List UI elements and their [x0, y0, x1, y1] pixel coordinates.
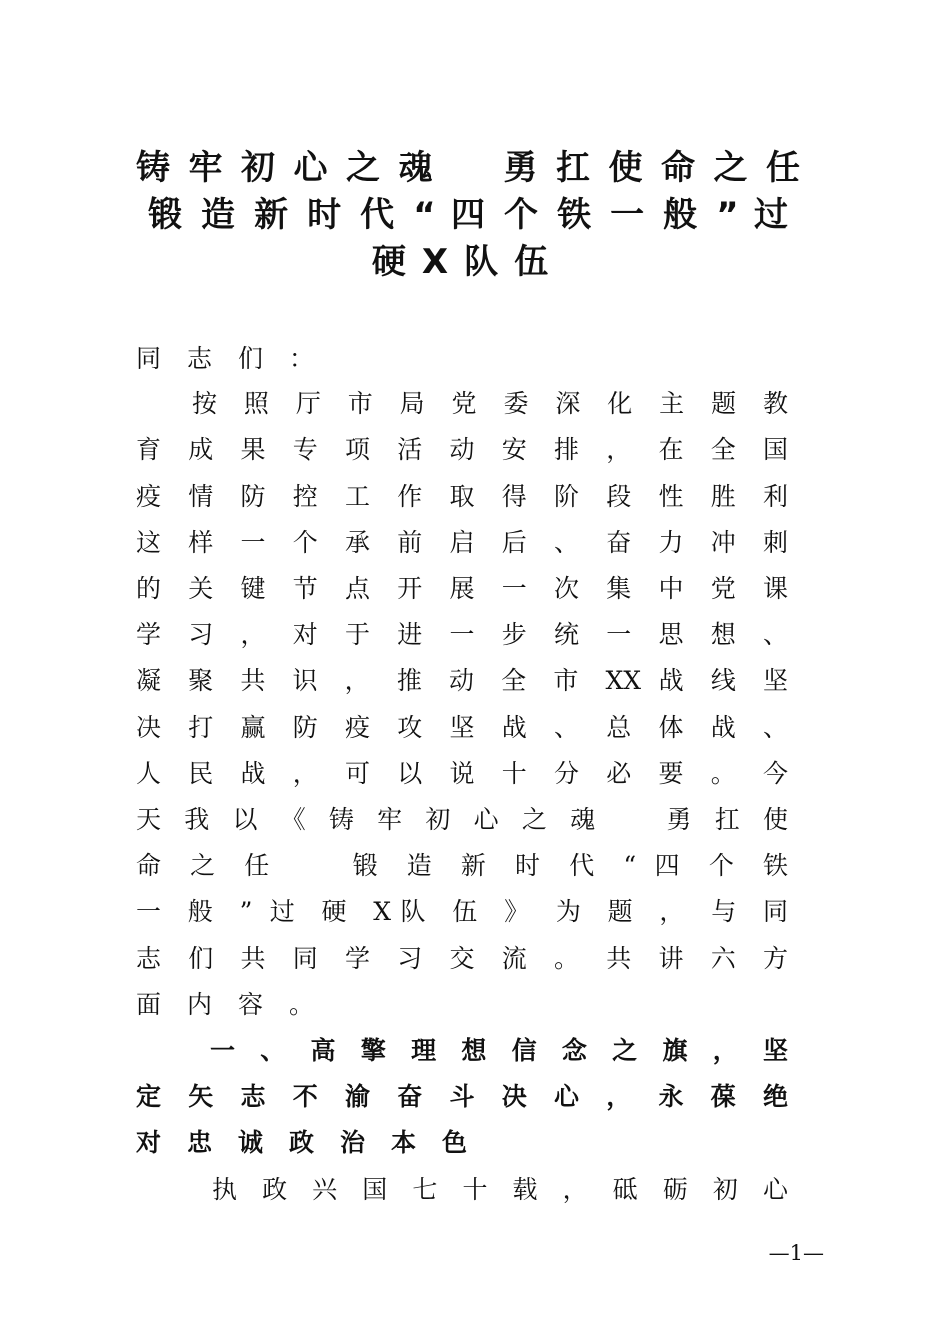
section-heading-line-2: 定 矢 志 不 渝 奋 斗 决 心 ， 永 葆 绝	[136, 1082, 788, 1111]
body-line-8: 决 打 赢 防 疫 攻 坚 战 、 总 体 战 、	[136, 713, 788, 742]
section-heading-line-1: 一 、 高 擎 理 想 信 念 之 旗 ， 坚	[210, 1036, 788, 1065]
body-line-7: 凝 聚 共 识 ， 推 动 全 市 XX 战 线 坚	[136, 666, 788, 695]
body-line-3: 疫 情 防 控 工 作 取 得 阶 段 性 胜 利	[136, 482, 788, 511]
body-line-13: 志 们 共 同 学 习 交 流 。 共 讲 六 方	[136, 944, 788, 973]
page-number: —1—	[768, 1241, 824, 1265]
body-line-14: 面内容。	[136, 990, 341, 1019]
body-line-4: 这 样 一 个 承 前 启 后 、 奋 力 冲 刺	[136, 528, 788, 557]
body-line-last: 执 政 兴 国 七 十 载 ， 砥 砺 初 心	[212, 1175, 788, 1204]
title-line-3: 硬X队伍	[371, 242, 565, 282]
greeting: 同志们：	[136, 344, 341, 373]
body-line-12: 一 般 ” 过 硬 X队 伍 》 为 题 ， 与 同	[136, 897, 788, 926]
body-line-6: 学 习 ， 对 于 进 一 步 统 一 思 想 、	[136, 620, 788, 649]
title-line-2: 锻 造 新 时 代 “ 四 个 铁 一 般 ” 过	[148, 195, 788, 235]
body-line-5: 的 关 键 节 点 开 展 一 次 集 中 党 课	[136, 574, 788, 603]
section-heading-line-3: 对忠诚政治本色	[136, 1128, 494, 1157]
body-line-1: 按 照 厅 市 局 党 委 深 化 主 题 教	[192, 389, 788, 418]
title-line-1: 铸 牢 初 心 之 魂 勇 扛 使 命 之 任	[136, 148, 800, 188]
body-line-11: 命 之 任 锻 造 新 时 代 “ 四 个 铁	[136, 851, 788, 880]
body-line-9: 人 民 战 ， 可 以 说 十 分 必 要 。 今	[136, 759, 788, 788]
body-line-2: 育 成 果 专 项 活 动 安 排 ， 在 全 国	[136, 435, 788, 464]
body-line-10: 天 我 以 《 铸 牢 初 心 之 魂 勇 扛 使	[136, 805, 788, 834]
